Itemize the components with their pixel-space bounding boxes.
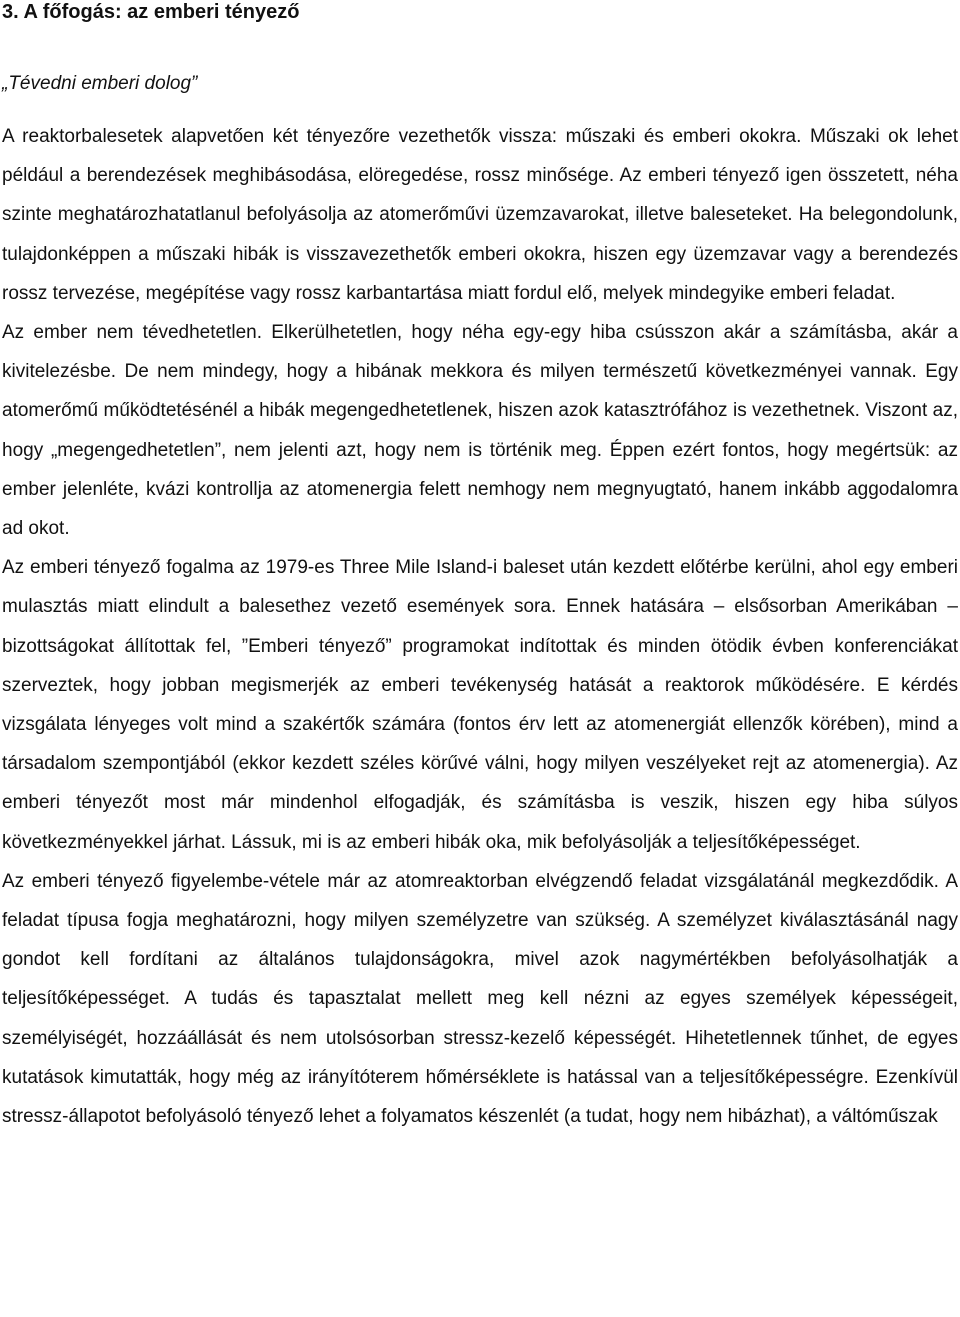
paragraph-4: Az emberi tényező figyelembe-vétele már az atomreaktorban elvégzendő feladat vizsgálatánál megkezdődik. A feladat típusa fogja meghatározni, hogy milyen személyzetre van szükség. A személyzet kiválasztásánál nagy gondot kell fordítani az általános tulajdonságokra, mivel azok nagymértékben befolyásolhatják a teljesítőképességet. A tudás és tapasztalat mellett meg kell nézni az egyes személyek képességeit, személyiségét, hozzáállását és nem utolsósorban stressz-kezelő képességét. Hihetetlennek tűnhet, de egyes kutatások kimutatták, hogy még az irányítóterem hőmérséklete is hatással van a teljesítőképességre. Ezenkívül stressz-állapotot befolyásoló tényező lehet a folyamatos készenlét (a tudat, hogy nem hibázhat), a váltóműszak [2,870,958,1128]
section-motto: „Tévedni emberi dolog” [2,73,198,94]
paragraph-3: Az emberi tényező fogalma az 1979-es Three Mile Island-i baleset után kezdett előtérbe kerülni, ahol egy emberi mulasztás miatt elindult a balesethez vezető események sora. Ennek hatására – elsősorban Amerikában – bizottságokat állítottak fel, ”Emberi tényező” programokat indítottak és minden ötödik évben konferenciákat szerveztek, hogy jobban megismerjék az emberi tevékenység hatását a reaktorok működésére. E kérdés vizsgálata lényeges volt mind a szakértők számára (fontos érv lett az atomenergiát ellenzők körében), mind a társadalom szempontjából (ekkor kezdett széles körűvé válni, hogy milyen veszélyeket rejt az atomenergia). Az emberi tényezőt most már mindenhol elfogadják, és számításba is veszik, hiszen egy hiba súlyos következményekkel járhat. Lássuk, mi is az emberi hibák oka, mik befolyásolják a teljesítőképességet. [2,557,958,853]
paragraph-1: A reaktorbalesetek alapvetően két tényezőre vezethetők vissza: műszaki és emberi okokra. Műszaki ok lehet például a berendezések meghibásodása, elöregedése, rossz minősége. Az emberi tényező igen összetett, néha szinte meghatározhatatlanul befolyásolja az atomerőművi üzemzavarokat, illetve baleseteket. Ha belegondolunk, tulajdonképpen a műszaki hibák is visszavezethetők emberi okokra, hiszen egy üzemzavar vagy a berendezés rossz tervezése, megépítése vagy rossz karbantartása miatt fordul elő, melyek mindegyike emberi feladat. [2,126,958,304]
section-heading: 3. A főfogás: az emberi tényező [2,1,300,23]
document-page [2,0,958,1136]
paragraph-2: Az ember nem tévedhetetlen. Elkerülhetetlen, hogy néha egy-egy hiba csússzon akár a számításba, akár a kivitelezésbe. De nem mindegy, hogy a hibának mekkora és milyen természetű következményei vannak. Egy atomerőmű működtetésénél a hibák megengedhetetlenek, hiszen azok katasztrófához is vezethetnek. Viszont az, hogy „megengedhetetlen”, nem jelenti azt, hogy nem is történik meg. Éppen ezért fontos, hogy megértsük: az ember jelenléte, kvázi kontrollja az atomenergia felett nemhogy nem megnyugtató, hanem inkább aggodalomra ad okot. [2,322,958,540]
